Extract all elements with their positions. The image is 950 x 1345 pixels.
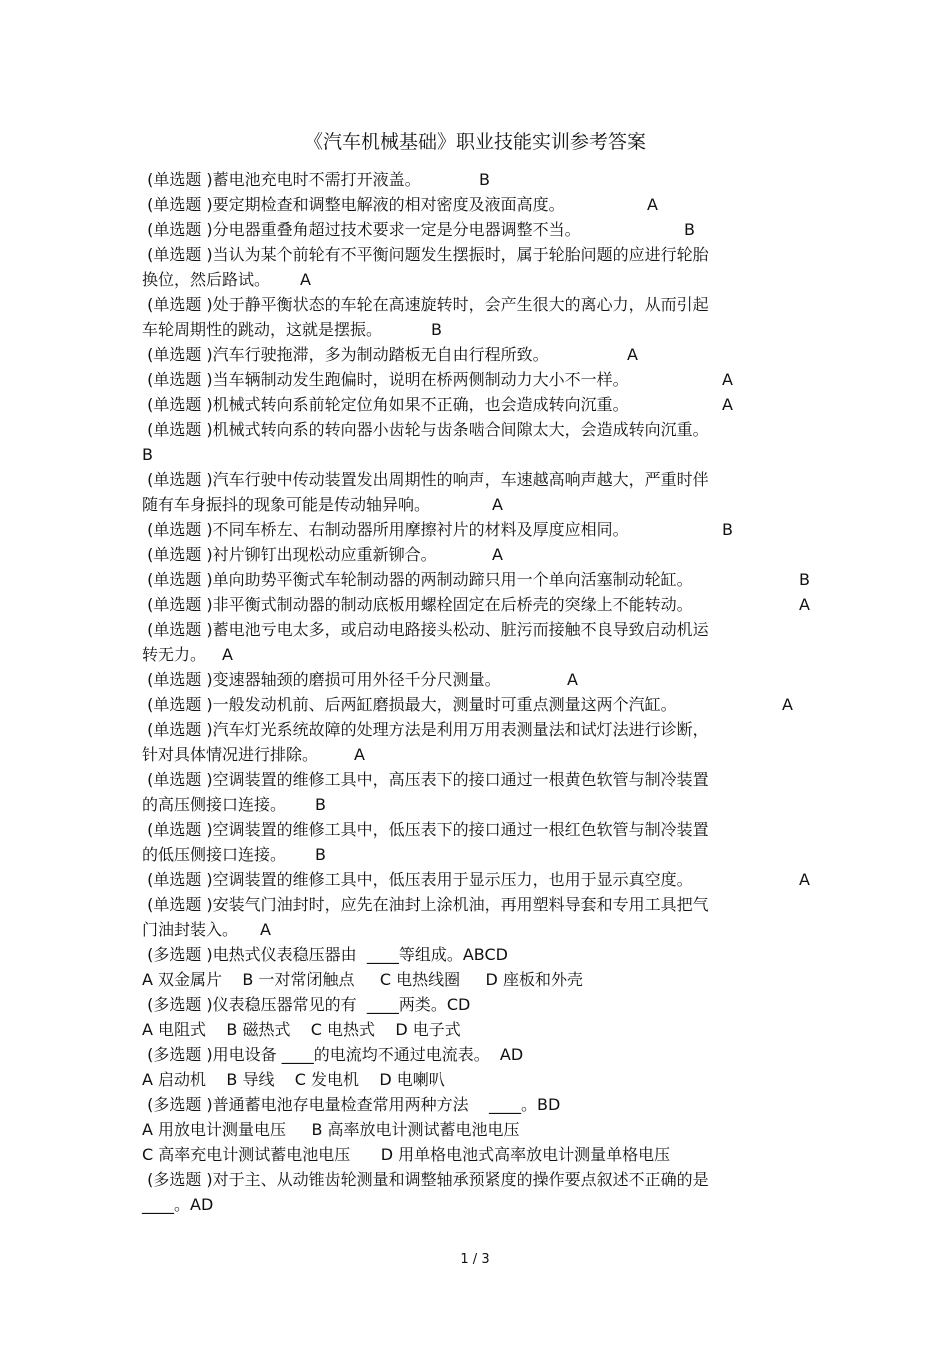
answer-key: B: [722, 520, 733, 539]
line-text: 针对具体情况进行排除。: [142, 745, 319, 764]
question-line: [142, 467, 842, 492]
line-text: 门油封装入。: [142, 920, 239, 939]
line-text: (单选题 )汽车行驶拖滞，多为制动踏板无自由行程所致。: [142, 345, 549, 364]
line-text: (单选题 )汽车灯光系统故障的处理方法是利用万用表测量法和试灯法进行诊断，: [142, 720, 709, 739]
answer-key: A: [567, 670, 578, 689]
question-line: [142, 567, 842, 592]
answer-key: B: [315, 845, 326, 864]
line-text: 转无力。: [142, 645, 207, 664]
line-text: (单选题 )处于静平衡状态的车轮在高速旋转时，会产生很大的离心力，从而引起: [142, 295, 709, 314]
question-line: [142, 342, 842, 367]
answer-key: B: [479, 170, 490, 189]
line-text: (单选题 )变速器轴颈的磨损可用外径千分尺测量。: [142, 670, 501, 689]
line-text: (多选题 )用电设备 ____的电流均不通过电流表。 AD: [142, 1045, 524, 1064]
question-line: [142, 717, 842, 742]
line-text: (多选题 )对于主、从动锥齿轮测量和调整轴承预紧度的操作要点叙述不正确的是: [142, 1170, 709, 1189]
question-line: [142, 442, 842, 467]
line-text: 换位，然后路试。: [142, 270, 271, 289]
line-text: (单选题 )机械式转向系前轮定位角如果不正确，也会造成转向沉重。: [142, 395, 629, 414]
line-text: (单选题 )空调装置的维修工具中，高压表下的接口通过一根黄色软管与制冷装置: [142, 770, 709, 789]
answer-key: A: [799, 595, 810, 614]
answer-key: B: [684, 220, 695, 239]
question-line: [142, 217, 842, 242]
answer-key: A: [492, 495, 503, 514]
answer-key: A: [799, 870, 810, 889]
line-text: (单选题 )一般发动机前、后两缸磨损最大，测量时可重点测量这两个汽缸。: [142, 695, 677, 714]
question-line: [142, 367, 842, 392]
line-text: B: [142, 445, 153, 464]
question-line: [142, 1117, 842, 1142]
line-text: 的高压侧接口连接。: [142, 795, 287, 814]
line-text: (单选题 )要定期检查和调整电解液的相对密度及液面高度。: [142, 195, 565, 214]
question-line: [142, 692, 842, 717]
line-text: (单选题 )空调装置的维修工具中，低压表用于显示压力，也用于显示真空度。: [142, 870, 693, 889]
question-line: [142, 317, 842, 342]
question-line: [142, 942, 842, 967]
question-line: [142, 292, 842, 317]
question-line: [142, 867, 842, 892]
question-line: [142, 742, 842, 767]
answer-key: A: [722, 370, 733, 389]
answer-key: A: [782, 695, 793, 714]
line-text: (单选题 )空调装置的维修工具中，低压表下的接口通过一根红色软管与制冷装置: [142, 820, 709, 839]
question-line: [142, 167, 842, 192]
question-line: [142, 667, 842, 692]
question-line: [142, 542, 842, 567]
question-line: [142, 392, 842, 417]
question-line: [142, 1142, 842, 1167]
question-line: [142, 417, 842, 442]
line-text: (单选题 )分电器重叠角超过技术要求一定是分电器调整不当。: [142, 220, 581, 239]
question-line: [142, 1167, 842, 1192]
line-text: 车轮周期性的跳动，这就是摆振。: [142, 320, 383, 339]
question-line: [142, 617, 842, 642]
question-line: [142, 1192, 842, 1217]
answer-key: A: [222, 645, 233, 664]
line-text: (多选题 )普通蓄电池存电量检查常用两种方法 ____。BD: [142, 1095, 561, 1114]
line-text: C 高率充电计测试蓄电池电压 D 用单格电池式高率放电计测量单格电压: [142, 1145, 671, 1164]
question-line: [142, 967, 842, 992]
question-line: [142, 517, 842, 542]
line-text: 的低压侧接口连接。: [142, 845, 287, 864]
question-line: [142, 1017, 842, 1042]
question-line: [142, 792, 842, 817]
question-line: [142, 992, 842, 1017]
question-line: [142, 767, 842, 792]
question-line: [142, 842, 842, 867]
document-title: 《汽车机械基础》职业技能实训参考答案: [303, 131, 646, 153]
line-text: (单选题 )非平衡式制动器的制动底板用螺栓固定在后桥壳的突缘上不能转动。: [142, 595, 693, 614]
answer-key: B: [799, 570, 810, 589]
answer-key: A: [354, 745, 365, 764]
line-text: ____。AD: [142, 1195, 214, 1214]
line-text: A 电阻式 B 磁热式 C 电热式 D 电子式: [142, 1020, 461, 1039]
question-line: [142, 492, 842, 517]
line-text: (单选题 )蓄电池充电时不需打开液盖。: [142, 170, 421, 189]
question-line: [142, 1042, 842, 1067]
line-text: (单选题 )机械式转向系的转向器小齿轮与齿条啮合间隙太大，会造成转向沉重。: [142, 420, 709, 439]
line-text: A 启动机 B 导线 C 发电机 D 电喇叭: [142, 1070, 445, 1089]
question-line: [142, 267, 842, 292]
page-number: 1 / 3: [460, 1252, 490, 1267]
answer-key: A: [722, 395, 733, 414]
question-line: [142, 892, 842, 917]
line-text: (单选题 )不同车桥左、右制动器所用摩擦衬片的材料及厚度应相同。: [142, 520, 629, 539]
question-line: [142, 917, 842, 942]
answer-key: A: [492, 545, 503, 564]
line-text: (多选题 )仪表稳压器常见的有 ____两类。CD: [142, 995, 471, 1014]
question-line: [142, 1092, 842, 1117]
answer-key: A: [627, 345, 638, 364]
line-text: (单选题 )蓄电池亏电太多，或启动电路接头松动、脏污而接触不良导致启动机运: [142, 620, 709, 639]
line-text: A 用放电计测量电压 B 高率放电计测试蓄电池电压: [142, 1120, 520, 1139]
question-line: [142, 1067, 842, 1092]
line-text: (单选题 )当车辆制动发生跑偏时，说明在桥两侧制动力大小不一样。: [142, 370, 629, 389]
line-text: (单选题 )衬片铆钉出现松动应重新铆合。: [142, 545, 437, 564]
line-text: (单选题 )单向助势平衡式车轮制动器的两制动蹄只用一个单向活塞制动轮缸。: [142, 570, 693, 589]
line-text: (单选题 )汽车行驶中传动装置发出周期性的响声，车速越高响声越大，严重时伴: [142, 470, 709, 489]
line-text: 随有车身振抖的现象可能是传动轴异响。: [142, 495, 431, 514]
answer-key: B: [315, 795, 326, 814]
line-text: (单选题 )当认为某个前轮有不平衡问题发生摆振时，属于轮胎问题的应进行轮胎: [142, 245, 709, 264]
answer-list: [142, 167, 842, 1217]
question-line: [142, 592, 842, 617]
answer-key: A: [300, 270, 311, 289]
line-text: (多选题 )电热式仪表稳压器由 ____等组成。ABCD: [142, 945, 508, 964]
answer-key: A: [647, 195, 658, 214]
line-text: (单选题 )安装气门油封时，应先在油封上涂机油，再用塑料导套和专用工具把气: [142, 895, 709, 914]
line-text: A 双金属片 B 一对常闭触点 C 电热线圈 D 座板和外壳: [142, 970, 583, 989]
answer-key: B: [431, 320, 442, 339]
question-line: [142, 192, 842, 217]
question-line: [142, 817, 842, 842]
question-line: [142, 642, 842, 667]
question-line: [142, 242, 842, 267]
answer-key: A: [260, 920, 271, 939]
